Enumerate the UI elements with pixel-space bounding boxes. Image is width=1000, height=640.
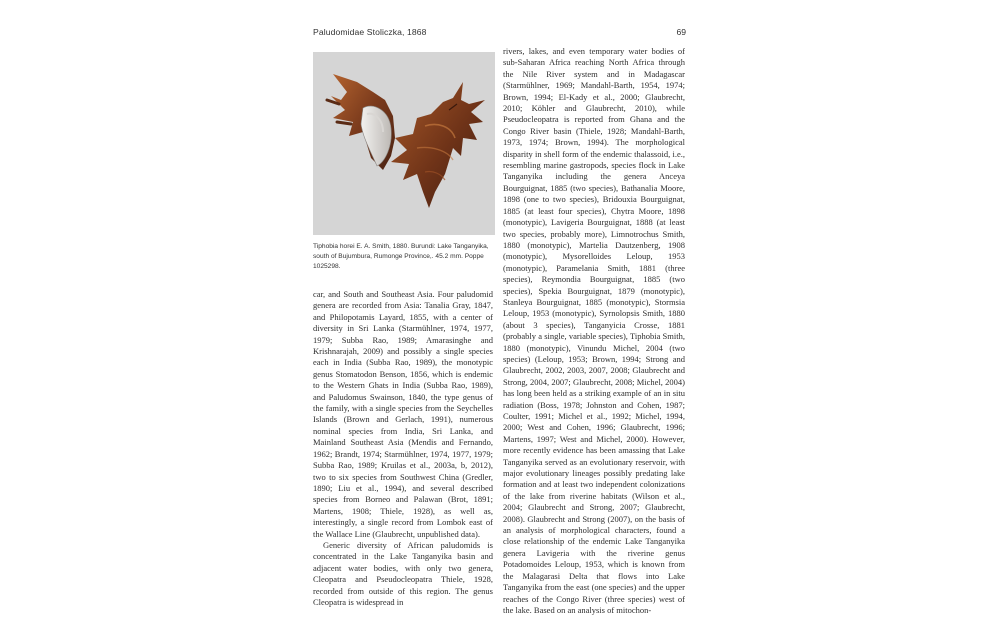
tiphobia-shells-image	[313, 52, 495, 235]
text-column-right	[503, 46, 685, 616]
figure-caption: Tiphobia horei E. A. Smith, 1880. Burundi: Lake Tanganyika, south of Bujumbura, Rumonge Province,. 45.2 mm. Poppe 1025298.	[313, 243, 489, 271]
body-paragraph: rivers, lakes, and even temporary water bodies of sub-Saharan Africa reaching North Africa through the Nile River system and in Madagascar (Starmühlner, 1969; Mandahl-Barth, 1954, 1974; Brown, 1994; El-Kady et al., 2000; Glaubrecht, 2010; Köhler and Glaubrecht, 2010), while Pseudocleopatra is reported from Ghana and the Congo River basin (Thiele, 1928; Mandahl-Barth, 1973, 1974; Brown, 1994). The morphological disparity in shell form of the endemic thalassoid, i.e., resembling marine gastropods, species flock in Lake Tanganyika including the genera Anceya Bourguignat, 1885 (two species), Bathanalia Moore, 1898 (one to two species), Bridouxia Bourguignat, 1885 (at least four species), Chytra Moore, 1898 (monotypic), Lavigeria Bourguignat, 1888 (at least two species, probably more), Limnotrochus Smith, 1880 (monotypic), Martelia Dautzenberg, 1908 (monotypic), Mysorelloides Leloup, 1953 (monotypic), Paramelania Smith, 1881 (three species), Reymondia Bourguignat, 1885 (two species), Spekia Bourguignat, 1879 (monotypic), Stanleya Bourguignat, 1885 (monotypic), Stormsia Leloup, 1953 (monotypic), Syrnolopsis Smith, 1880 (about 3 species), Tanganyicia Crosse, 1881 (probably a single, variable species), Tiphobia Smith, 1880 (monotypic), Vinundu Michel, 2004 (two species) (Leloup, 1953; Brown, 1994; Strong and Glaubrecht, 2002, 2003, 2007, 2008; Glaubrecht and Strong, 2004, 2007; Glaubrecht, 2008; Michel, 2004) has long been held as a striking example of an in situ radiation (Boss, 1978; Johnston and Cohen, 1987; Coulter, 1991; Michel et al., 1992; Michel, 1994, 2000; West and Cohen, 1996; Glaubrecht, 1996; Martens, 1997; West and Michel, 2000). However, more recently evidence has been amassing that Lake Tanganyika served as an evolutionary reservoir, with major evolutionary lineages possibly predating lake formation and at least two independent colonizations of the lake from riverine habitats (Wilson et al., 2004; Glaubrecht and Strong, 2007; Glaubrecht, 2008). Glaubrecht and Strong (2007), on the basis of an analysis of morphological characters, found a close relationship of the endemic Lake Tanganyika genera Lavigeria with the riverine genus Potadomoides Leloup, 1953, which is known from the Malagarasi Delta that flows into Lake Tanganyika from the east (one species) and the upper reaches of the Congo River (three species) west of the lake. Based on an analysis of mitochon-	[503, 46, 685, 615]
body-paragraph: Generic diversity of African paludomids is concentrated in the Lake Tanganyika basin and adjacent water bodies, with only two genera, Cleopatra and Pseudocleopatra Thiele, 1928, recorded from outside of this region. The genus Cleopatra is widespread in	[313, 539, 493, 607]
shell-photograph	[313, 52, 495, 235]
page-number: 69	[676, 27, 686, 37]
running-head: Paludomidae Stoliczka, 1868	[313, 27, 427, 37]
text-column-left	[313, 289, 493, 608]
body-paragraph: car, and South and Southeast Asia. Four paludomid genera are recorded from Asia: Tanalia Gray, 1847, and Philopotamis Layard, 1855, with a center of diversity in Sri Lanka (Starmühlner, 1974, 1977, 1979; Subba Rao, 1989; Amarasinghe and Krishnarajah, 2009) and possibly a single species each in India (Subba Rao, 1989), the monotypic genus Stomatodon Benson, 1856, which is endemic to the Western Ghats in India (Subba Rao, 1989), and Paludomus Swainson, 1840, the type genus of the family, with a single species from the Seychelles Islands (Brown and Gerlach, 1991), numerous nominal species from India, Sri Lanka, and Mainland Southeast Asia (Mendis and Fernando, 1962; Brandt, 1974; Starmühlner, 1974, 1977, 1979; Subba Rao, 1989; Kruilas et al., 2003a, b, 2012), two to six species from Southwest China (Gredler, 1890; Liu et al., 1994), and several described species from Borneo and Palawan (Brot, 1891; Martens, 1908; Thiele, 1928), as well as, interestingly, a single record from Lombok east of the Wallace Line (Glaubrecht, unpublished data).	[313, 289, 493, 539]
